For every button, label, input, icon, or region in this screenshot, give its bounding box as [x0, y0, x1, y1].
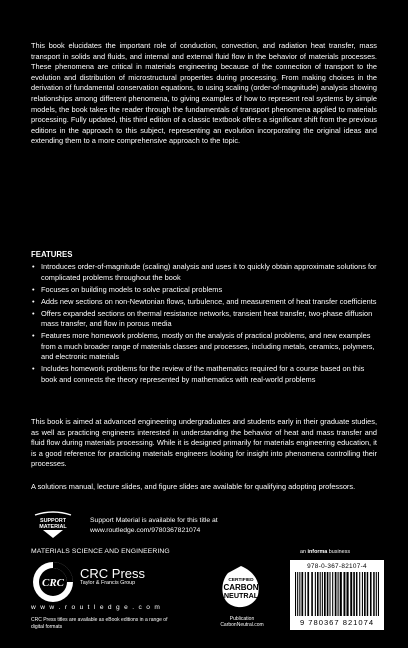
carbon-neutral-publication: Publication CarbonNeutral.com — [220, 616, 264, 629]
badge-line2: MATERIAL — [39, 524, 67, 530]
cn-line3: NEUTRAL — [223, 591, 259, 600]
support-url[interactable]: www.routledge.com/9780367821074 — [90, 526, 201, 534]
barcode-bar — [340, 572, 342, 616]
isbn: 978-0-367-82107-4 — [307, 563, 367, 570]
materials-paragraph: A solutions manual, lecture slides, and figure slides are available for qualifying adopting professors. — [31, 482, 356, 491]
feature-item: • Focuses on building models to solve practical problems — [31, 285, 377, 296]
subject-category: MATERIALS SCIENCE AND ENGINEERING — [31, 548, 170, 555]
feature-item: • Offers expanded sections on thermal resistance networks, transient heat transfer, two-phase diffusion mass transfer, and flow in porous media — [31, 309, 377, 330]
feature-item: • Adds new sections on non-Newtonian flows, turbulence, and measurement of heat transfer coefficients — [31, 297, 377, 308]
barcode-bar — [322, 572, 323, 616]
support-line1: Support Material is available for this title at — [90, 517, 218, 524]
barcode-bar — [311, 572, 313, 616]
publisher-subtitle: Taylor & Francis Group — [80, 580, 136, 586]
feature-item: • Features more homework problems, mostly on the analysis of practical problems, and new examples from a much broader range of materials classes and processes, including metals, ceramics, polymers, and electronic materials — [31, 331, 377, 363]
barcode-bar — [343, 572, 345, 616]
barcode-bar — [327, 572, 329, 616]
carbon-neutral-badge-icon — [216, 563, 266, 613]
publisher-name: CRC Press — [80, 566, 146, 581]
barcode — [290, 560, 384, 630]
barcode-digits: 9 780367 821074 — [299, 618, 375, 627]
barcode-bar — [353, 572, 355, 616]
badge-line1: SUPPORT — [39, 518, 67, 524]
support-material-badge — [31, 510, 75, 540]
informa-tagline: an informa business — [300, 549, 351, 555]
barcode-bar — [370, 572, 372, 616]
barcode-bar — [320, 572, 321, 616]
support-text — [90, 516, 218, 535]
barcode-bar — [364, 572, 366, 616]
barcode-bar — [299, 572, 300, 616]
barcode-bar — [367, 572, 369, 616]
crc-press-logo-icon — [31, 560, 75, 604]
features-list — [31, 262, 377, 387]
barcode-bar — [297, 572, 298, 616]
barcode-bar — [338, 572, 339, 616]
download-arrow-icon — [43, 530, 63, 538]
informa-brand: informa — [307, 549, 328, 555]
barcode-bar — [295, 572, 296, 616]
barcode-bar — [335, 572, 337, 616]
feature-item: • Introduces order-of-magnitude (scaling) analysis and uses it to quickly obtain approximate solutions for complicated problems throughout the book — [31, 262, 377, 283]
barcode-bar — [324, 572, 326, 616]
feature-item: • Includes homework problems for the review of the mathematics required for a course based on this book and connects the theory represented by mathematics with real-world problems — [31, 364, 377, 385]
barcode-bar — [378, 572, 379, 616]
barcode-bar — [373, 572, 375, 616]
barcode-bar — [346, 572, 348, 616]
cn-line1: CERTIFIED — [228, 578, 254, 583]
ebook-note: CRC Press titles are available as eBook editions in a range of digital formats — [31, 617, 168, 630]
barcode-bar — [301, 572, 303, 616]
cn-line2: CARBON — [223, 583, 259, 592]
barcode-bar — [315, 572, 316, 616]
intro-paragraph: This book elucidates the important role of conduction, convection, and radiation heat transfer, mass transport in solids and fluids, and internal and external fluid flow in the behavior of materials processes. These phenomena are critical in materials engineering because of the connection of transport to the evolution and distribution of microstructural properties during processing. From making choices in the derivation of fundamental conservation equations, to using scaling (order-of-magnitude) analysis showing relationships among different phenomena, to giving examples of how to represent real systems by simple models, the book takes the reader through the fundamentals of transport phenomena applied to materials processing. Fully updated, this third edition of a classic textbook offers a significant shift from the previous editions in the approach to this subject, representing an evolution incorporating the original ideas and extending them to a more comprehensive approach to the topic. — [31, 41, 377, 146]
barcode-bar — [362, 572, 363, 616]
barcode-bars — [294, 572, 380, 616]
barcode-bar — [317, 572, 319, 616]
barcode-bar — [329, 572, 330, 616]
barcode-bar — [332, 572, 333, 616]
audience-paragraph: This book is aimed at advanced engineering undergraduates and students early in their graduate studies, as well as practicing engineers interested in understanding the behavior of heat and mass transfer and fluid flow during materials processing. While it is designed primarily for materials engineering education, it is a good reference for practicing materials engineers looking for insight into phenomena controlling their processes. — [31, 417, 377, 469]
barcode-bar — [307, 572, 309, 616]
features-heading: FEATURES — [31, 250, 73, 259]
barcode-bar — [350, 572, 352, 616]
barcode-bar — [356, 572, 358, 616]
barcode-bar — [305, 572, 306, 616]
barcode-bar — [376, 572, 377, 616]
crc-logo-text: CRC — [41, 577, 65, 589]
publisher-url[interactable]: w w w . r o u t l e d g e . c o m — [31, 604, 162, 611]
barcode-bar — [359, 572, 360, 616]
